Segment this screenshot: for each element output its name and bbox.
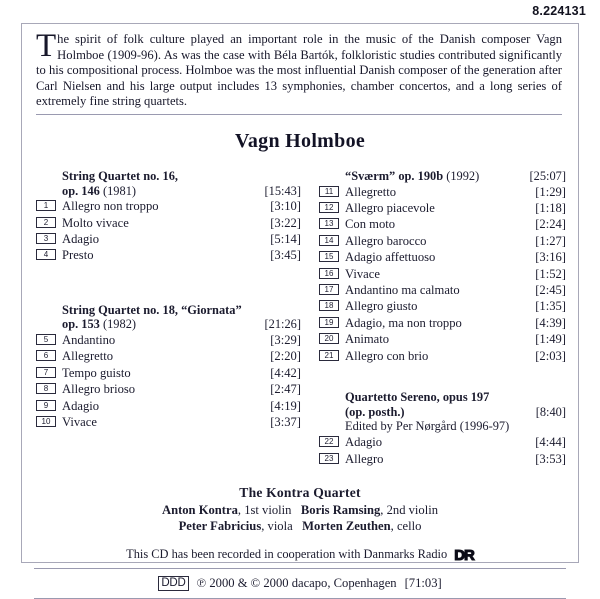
section-spacer (36, 290, 301, 303)
track-duration: [1:35] (535, 299, 566, 314)
track-row[interactable] (319, 233, 566, 249)
track-title: Andantino (62, 332, 116, 347)
performers-block (22, 485, 578, 535)
cooperation-text: This CD has been recorded in cooperation with Danmarks Radio (126, 546, 448, 561)
work-title-line1 (319, 169, 566, 184)
track-number: 13 (319, 218, 339, 229)
track-row[interactable] (319, 216, 566, 232)
track-duration: [2:24] (535, 217, 566, 232)
work-title-text: Quartetto Sereno, opus 197 (345, 390, 490, 405)
track-title: Adagio, ma non troppo (345, 315, 462, 330)
ensemble-name: The Kontra Quartet (239, 485, 361, 501)
track-number: 23 (319, 453, 339, 464)
composer-title: Vagn Holmboe (234, 129, 366, 152)
track-row[interactable] (36, 365, 301, 381)
track-number: 17 (319, 284, 339, 295)
track-duration: [2:47] (270, 382, 301, 397)
performer-role: , viola (261, 519, 293, 534)
track-duration: [3:16] (535, 250, 566, 265)
track-number: 12 (319, 202, 339, 213)
track-duration: [2:45] (535, 283, 566, 297)
track-title: Allegro brioso (62, 382, 136, 397)
track-title: Tempo guisto (62, 365, 131, 380)
track-title: Allegro giusto (345, 299, 418, 314)
work-year: (1981) (102, 183, 137, 198)
intro-paragraph (22, 24, 578, 110)
catalog-number: 8.224131 (532, 4, 586, 18)
track-row[interactable] (319, 331, 566, 347)
cd-inlay-frame (21, 23, 579, 590)
work-editor-note: Edited by Per Nørgård (1996-97) (345, 419, 510, 434)
work-year: (1982) (102, 317, 137, 332)
performers-line-2 (22, 518, 578, 535)
work-duration: [15:43] (264, 183, 301, 198)
left-column (36, 169, 301, 469)
track-row[interactable] (36, 332, 301, 348)
track-number: 4 (36, 249, 56, 260)
performer-name: Boris Ramsing (300, 502, 381, 517)
track-number: 19 (319, 317, 339, 328)
track-number: 10 (36, 416, 56, 427)
work-year: (1992) (446, 168, 480, 183)
track-number: 11 (319, 186, 339, 197)
work-title-text: String Quartet no. 16, (62, 168, 178, 183)
work-title-text: String Quartet no. 18, “Giornata” (62, 302, 242, 317)
track-row[interactable] (36, 414, 301, 430)
track-title: Adagio (62, 231, 100, 246)
track-row[interactable] (319, 451, 566, 467)
track-row[interactable] (319, 249, 566, 265)
work-opus-number: op. 146 (62, 183, 100, 198)
track-title: Vivace (62, 415, 97, 429)
section-spacer (36, 266, 301, 290)
track-row[interactable] (319, 184, 566, 200)
track-number: 8 (36, 383, 56, 394)
work-title-line1 (319, 390, 566, 405)
work-title-line1 (36, 169, 301, 184)
work-duration: [21:26] (264, 317, 301, 332)
copyright-text: ℗ 2000 & © 2000 dacapo, Copenhagen (196, 575, 397, 590)
work-string-quartet-18 (36, 303, 301, 431)
track-row[interactable] (319, 266, 566, 282)
track-number: 6 (36, 350, 56, 361)
track-title: Allegro piacevole (345, 200, 435, 215)
track-row[interactable] (319, 434, 566, 450)
track-duration: [4:19] (270, 398, 301, 413)
track-number: 9 (36, 400, 56, 411)
track-number: 3 (36, 233, 56, 244)
track-title: Allegretto (345, 184, 397, 199)
right-column (301, 169, 566, 469)
track-duration: [4:42] (270, 365, 301, 380)
work-title-bold: “Sværm” op. 190b (345, 168, 444, 183)
intro-text: he spirit of folk culture played an important role in the music of the Danish composer Vagn Holmboe (1909-96). As was the case with Béla Bartók, folkloristic studies contributed significantly to his compositional process. Holmboe was the most influential Danish composer of the generation after Carl Nielsen and his large output includes 13 symphonies, chamber concertos, and a long series of extremely fine string quartets. (36, 32, 562, 109)
track-title: Adagio (345, 435, 383, 450)
track-title: Allegretto (62, 349, 114, 364)
track-title: Con moto (345, 217, 396, 232)
track-number: 14 (319, 235, 339, 246)
track-row[interactable] (319, 298, 566, 314)
track-title: Allegro (345, 451, 384, 466)
track-duration: [2:20] (270, 349, 301, 364)
work-title-line2 (36, 184, 301, 199)
track-row[interactable] (319, 200, 566, 216)
danmarks-radio-logo-icon: DR (454, 546, 474, 564)
footer-copyright-line (22, 576, 578, 592)
work-opus-number: op. 153 (62, 317, 100, 332)
track-row[interactable] (36, 348, 301, 364)
track-number: 16 (319, 268, 339, 279)
track-number: 2 (36, 217, 56, 228)
work-opus (36, 317, 259, 332)
track-row[interactable] (36, 247, 301, 263)
work-title-text (319, 169, 524, 184)
track-title: Andantino ma calmato (345, 283, 460, 297)
performer-name: Morten Zeuthen (302, 519, 391, 534)
track-duration: [1:49] (535, 332, 566, 347)
track-duration: [2:03] (535, 348, 566, 363)
track-row[interactable] (319, 315, 566, 331)
track-title: Allegro con brio (345, 348, 429, 363)
track-row[interactable] (36, 381, 301, 397)
cooperation-line (22, 546, 578, 563)
performer-name: Anton Kontra (161, 502, 238, 517)
track-listing-columns (22, 169, 578, 469)
work-title-line2 (319, 405, 566, 420)
track-duration: [3:45] (270, 248, 301, 263)
track-title: Animato (345, 332, 390, 347)
track-duration: [1:27] (535, 233, 566, 248)
intro-dropcap: T (36, 28, 57, 64)
performer-role: , 1st violin (237, 502, 292, 517)
work-quartetto-sereno (319, 390, 566, 467)
track-row[interactable] (36, 398, 301, 414)
track-row[interactable] (36, 198, 301, 214)
performers-line-1 (22, 502, 578, 519)
track-duration: [3:53] (535, 451, 566, 466)
track-row[interactable] (36, 215, 301, 231)
track-title: Adagio affettuoso (345, 250, 436, 265)
track-number: 20 (319, 333, 339, 344)
footer-divider-top (34, 568, 566, 569)
track-duration: [4:44] (535, 435, 566, 450)
track-number: 1 (36, 200, 56, 211)
total-time: [71:03] (404, 575, 442, 590)
track-duration: [1:29] (535, 184, 566, 199)
section-spacer (319, 366, 566, 390)
track-number: 5 (36, 334, 56, 345)
performer-role: , cello (390, 519, 422, 534)
work-title-line2 (36, 317, 301, 332)
track-duration: [1:18] (535, 200, 566, 215)
track-duration: [4:39] (535, 315, 566, 330)
track-duration: [3:10] (270, 199, 301, 214)
performer-role: , 2nd violin (380, 502, 439, 517)
work-duration: [8:40] (535, 404, 566, 419)
track-title: Molto vivace (62, 215, 129, 230)
work-posthumous-note: (op. posth.) (345, 404, 405, 419)
track-row[interactable] (319, 282, 566, 298)
track-duration: [1:52] (535, 266, 566, 281)
track-title: Vivace (345, 266, 380, 281)
work-title-line1 (36, 303, 301, 318)
track-number: 15 (319, 251, 339, 262)
performer-name: Peter Fabricius (178, 519, 262, 534)
work-svaerm (319, 169, 566, 364)
track-row[interactable] (36, 231, 301, 247)
work-opus (36, 184, 259, 199)
track-duration: [5:14] (270, 231, 301, 246)
ddd-badge: DDD (158, 576, 188, 592)
intro-divider (36, 114, 562, 115)
track-number: 7 (36, 367, 56, 378)
track-duration: [3:37] (270, 415, 301, 429)
track-number: 22 (319, 436, 339, 447)
track-title: Presto (62, 248, 94, 263)
track-title: Allegro non troppo (62, 199, 159, 214)
track-title: Adagio (62, 398, 100, 413)
work-duration: [25:07] (529, 168, 566, 183)
track-number: 21 (319, 350, 339, 361)
track-duration: [3:22] (270, 215, 301, 230)
track-duration: [3:29] (270, 332, 301, 347)
track-number: 18 (319, 300, 339, 311)
track-title: Allegro barocco (345, 233, 427, 248)
track-row[interactable] (319, 348, 566, 364)
work-string-quartet-16 (36, 169, 301, 264)
